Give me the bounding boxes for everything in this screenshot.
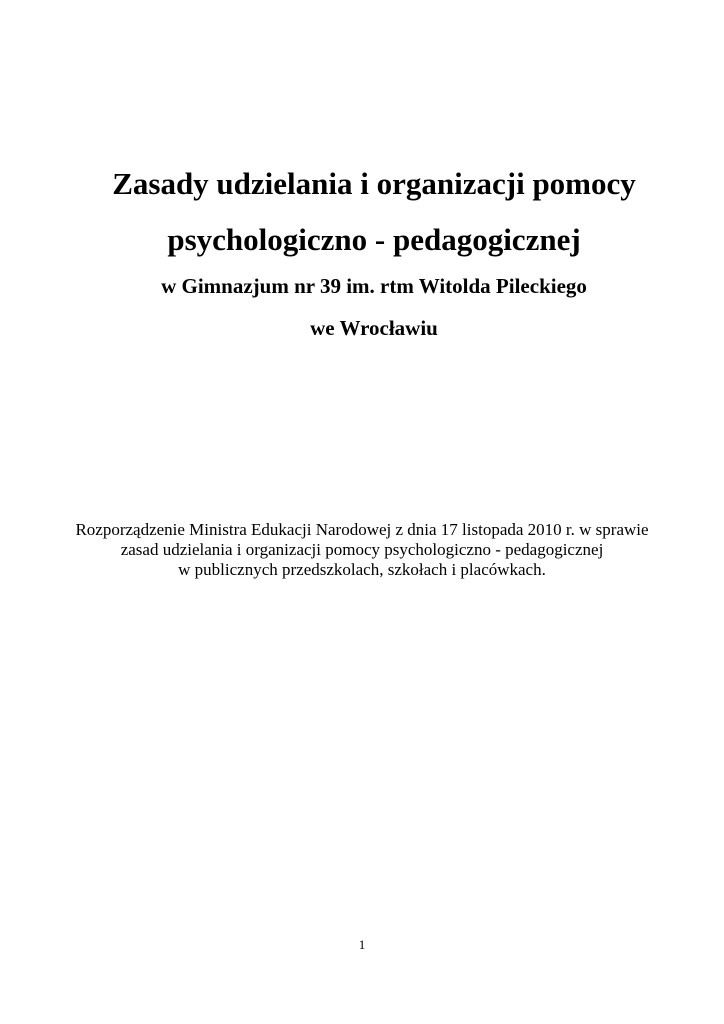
regulation-line: Rozporządzenie Ministra Edukacji Narodowej z dnia 17 listopada 2010 r. w sprawie — [75, 520, 649, 539]
regulation-line: zasad udzielania i organizacji pomocy psychologiczno - pedagogicznej — [120, 540, 604, 559]
page-number: 1 — [358, 937, 366, 952]
regulation-line: w publicznych przedszkolach, szkołach i placówkach. — [178, 560, 546, 579]
document-title-line-2: psychologiczno - pedagogicznej — [167, 222, 581, 257]
school-city: we Wrocławiu — [310, 316, 438, 340]
school-name: w Gimnazjum nr 39 im. rtm Witolda Pileckiego — [161, 274, 587, 298]
document-title-line-1: Zasady udzielania i organizacji pomocy — [112, 166, 636, 201]
regulation-reference — [0, 520, 724, 580]
